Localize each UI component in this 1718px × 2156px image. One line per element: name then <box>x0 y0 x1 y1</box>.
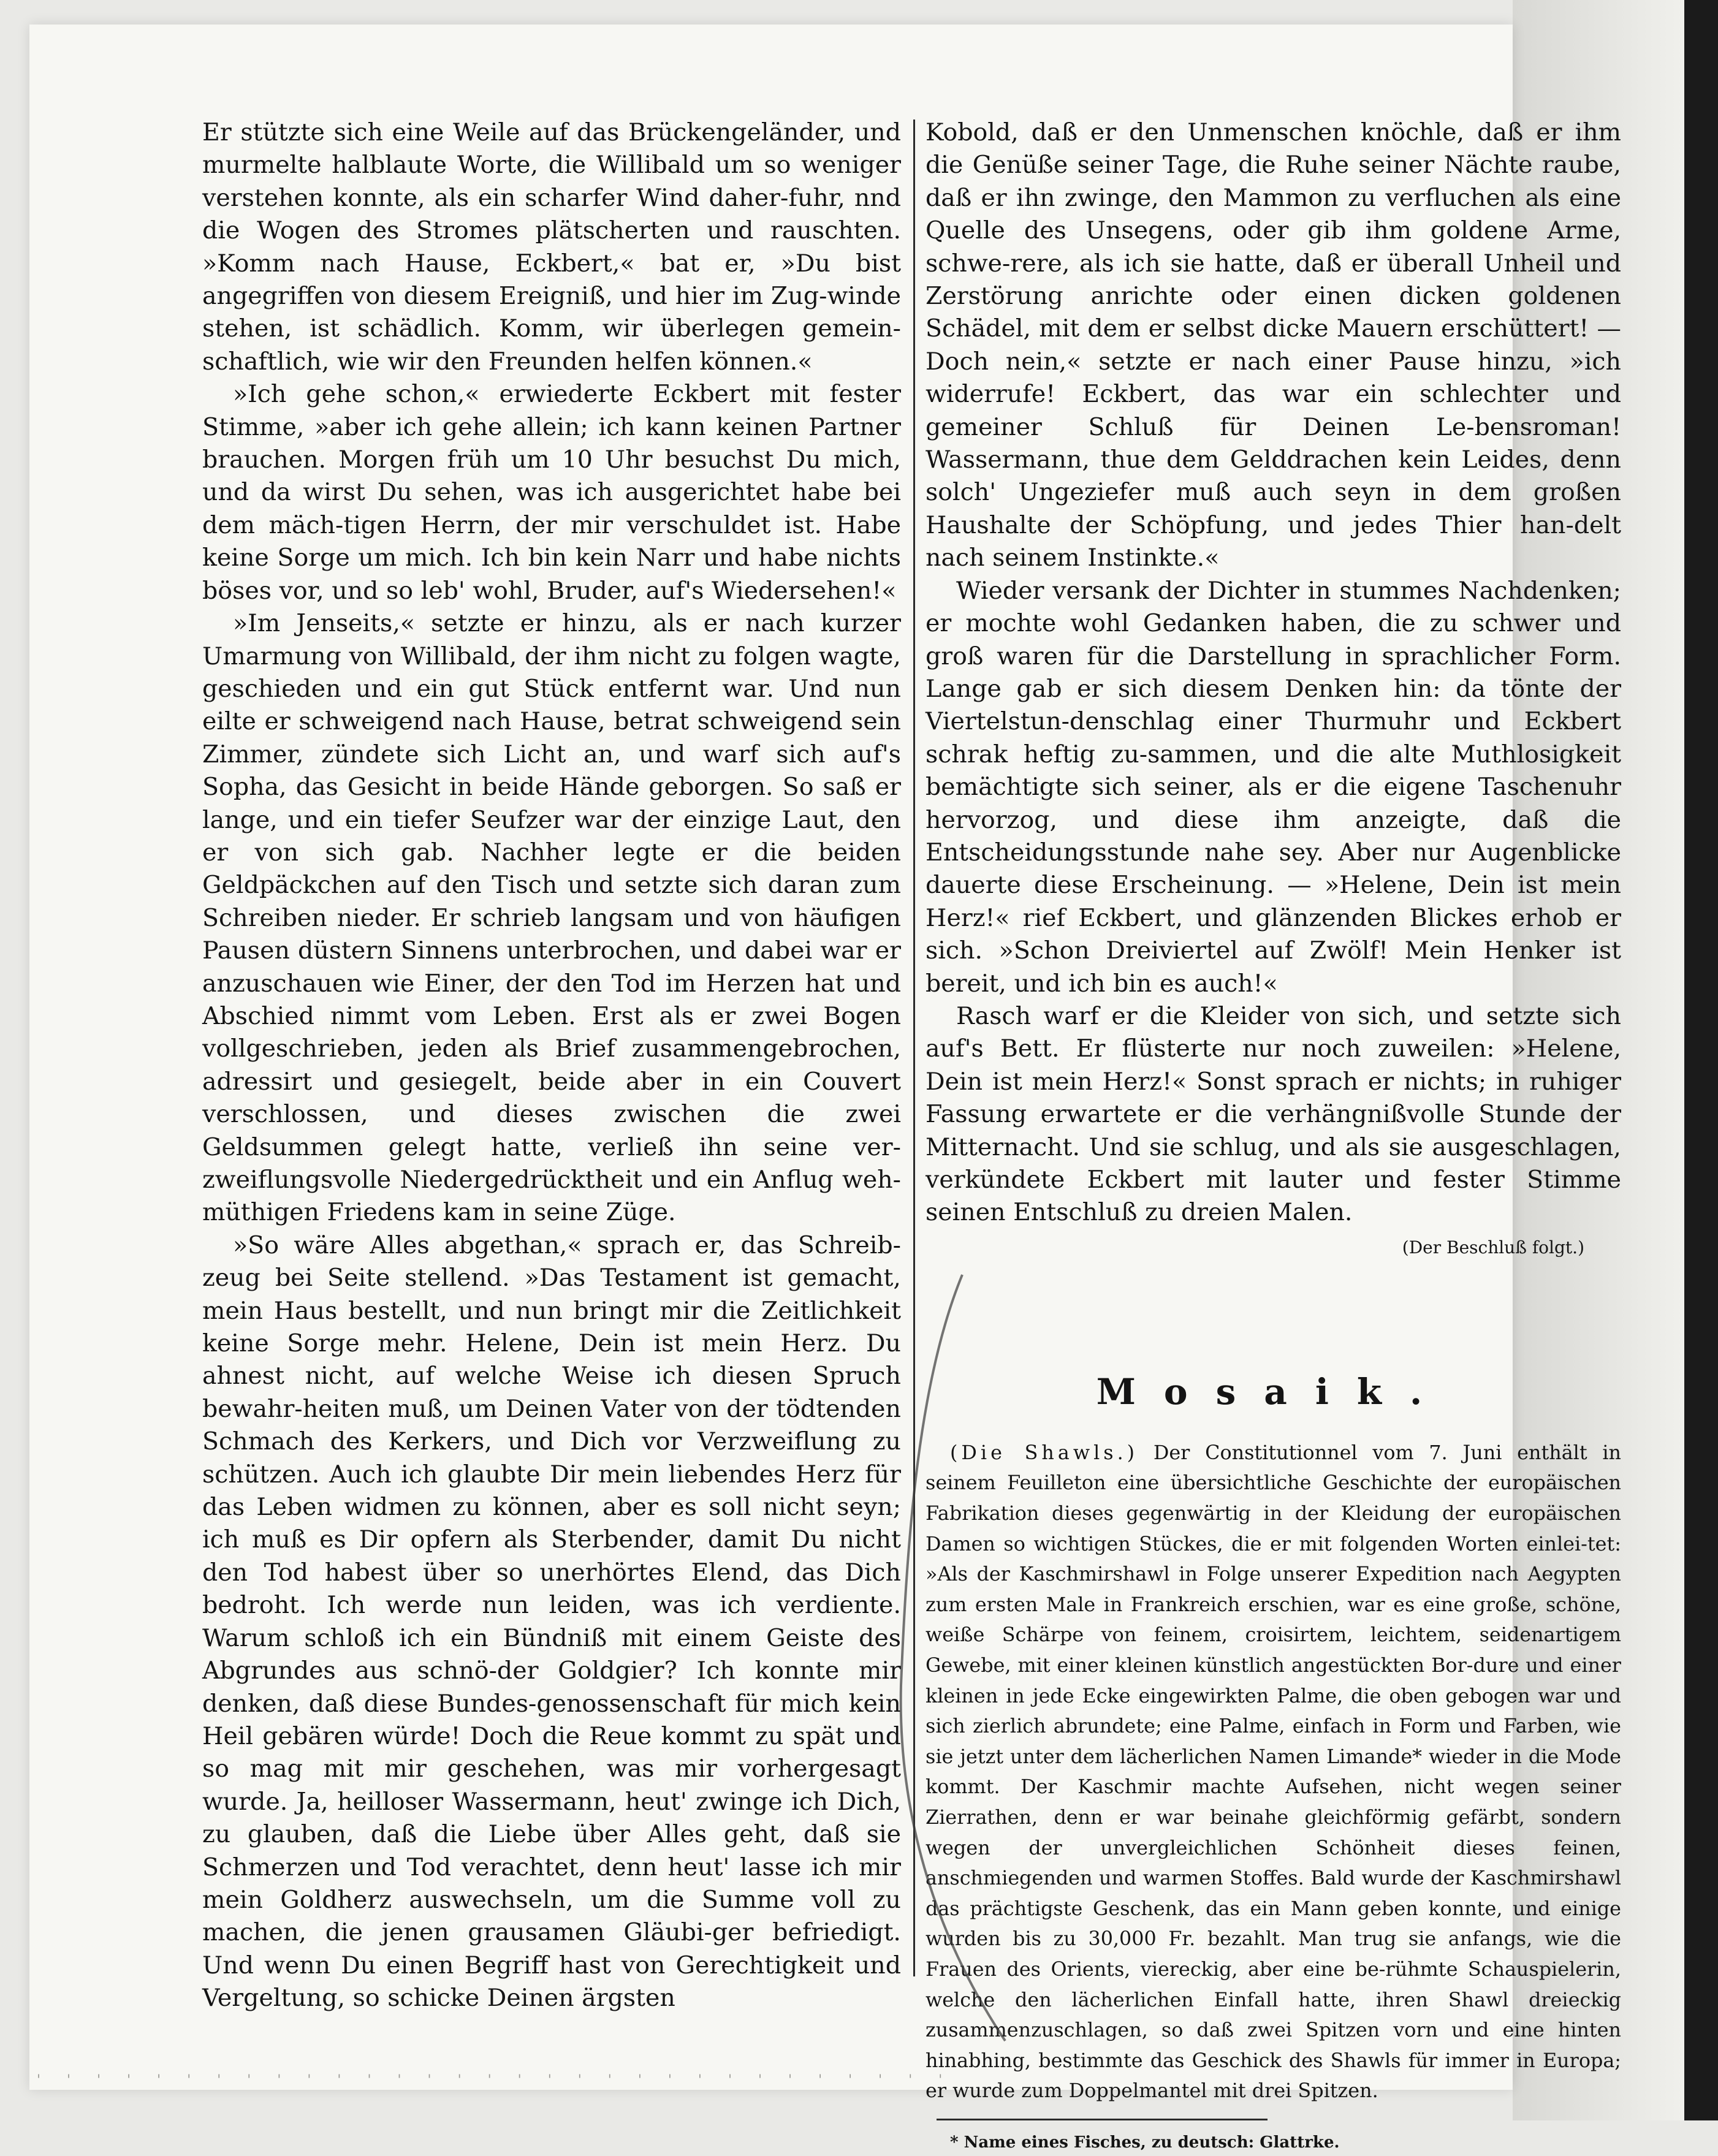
paragraph: Er stützte sich eine Weile auf das Brückengeländer, und murmelte halblaute Worte, die Willibald um so weniger verstehen konnte, als ein scharfer Wind daher-fuhr, nnd die Wogen des Stromes plätscherten und rauschten. »Komm nach Hause, Eckbert,« bat er, »Du bist angegriffen von diesem Ereigniß, und hier im Zug-winde stehen, ist schädlich. Komm, wir überlegen gemein-schaftlich, wie wir den Freunden helfen können.« <box>202 118 901 376</box>
continued-note: (Der Beschluß folgt.) <box>1402 1237 1584 1258</box>
mosaic-paragraph <box>926 1438 1621 2106</box>
section-title: Mosaik. <box>1096 1370 1451 1413</box>
paragraph: »Ich gehe schon,« erwiederte Eckbert mit fester Stimme, »aber ich gehe allein; ich kann keinen Partner brauchen. Morgen früh um 10 Uhr besuchst Du mich, und da wirst Du sehen, was ich ausgerichtet habe bei dem mäch-tigen Herrn, der mir verschuldet ist. Habe keine Sorge um mich. Ich bin kein Narr und habe nichts böses vor, und so leb' wohl, Bruder, auf's Wiedersehen!« <box>202 380 901 605</box>
left-column <box>202 116 901 2015</box>
paragraph: »So wäre Alles abgethan,« sprach er, das Schreib-zeug bei Seite stellend. »Das Testament ist gemacht, mein Haus bestellt, und nun bringt mir die Zeitlichkeit keine Sorge mehr. Helene, Dein ist mein Herz. Du ahnest nicht, auf welche Weise ich diesen Spruch bewahr-heiten muß, um Deinen Vater von der tödtenden Schmach des Kerkers, und Dich vor Verzweiflung zu schützen. Auch ich glaubte Dir mein liebendes Herz für das Leben widmen zu können, aber es soll nicht seyn; ich muß es Dir opfern als Sterbender, damit Du nicht den Tod habest über so unerhörtes Elend, das Dich bedroht. Ich werde nun leiden, was ich verdiente. Warum schloß ich ein Bündniß mit einem Geiste des Abgrundes aus schnö-der Goldgier? Ich konnte mir denken, daß diese Bundes-genossenschaft für mich kein Heil gebären würde! Doch die Reue kommt zu spät und so mag mit mir geschehen, was mir vorhergesagt wurde. Ja, heilloser Wassermann, heut' zwinge ich Dich, zu glauben, daß die Liebe über Alles geht, daß sie Schmerzen und Tod verachtet, denn heut' lasse ich mir mein Goldherz auswechseln, um die Summe voll zu machen, die jenen grausamen Gläubi-ger befriedigt. Und wenn Du einen Begriff hast von Gerechtigkeit und Vergeltung, so schicke Deinen ärgsten <box>202 1231 901 2013</box>
mosaic-body: Der Constitutionnel vom 7. Juni enthält in seinem Feuilleton eine übersichtliche Geschichte der europäischen Fabrikation dieses gegenwärtig in der Kleidung der europäischen Damen so wichtigen Stückes, die er mit folgenden Worten einlei-tet: »Als der Kaschmirshawl in Folge unserer Expedition nach Aegypten zum ersten Male in Frankreich erschien, war es eine große, schöne, weiße Schärpe von feinem, croisirtem, leichtem, seidenartigem Gewebe, mit einer kleinen künstlich angestückten Bor-dure und einer kleinen in jede Ecke eingewirkten Palme, die oben gebogen war und sich zierlich abrundete; eine Palme, einfach in Form und Farben, wie sie jetzt unter dem lächerlichen Namen Limande* wieder in die Mode kommt. Der Kaschmir machte Aufsehen, nicht wegen seiner Zierrathen, denn er war beinahe gleichförmig gefärbt, sondern wegen der unvergleichlichen Schönheit dieses feinen, anschmiegenden und warmen Stoffes. Bald wurde der Kaschmirshawl das prächtigste Geschenk, das ein Mann geben konnte, und einige wurden bis zu 30,000 Fr. bezahlt. Man trug sie anfangs, wie die Frauen des Orients, viereckig, aber eine be-rühmte Schauspielerin, welche den lächerlichen Einfall hatte, ihren Shawl dreieckig zusammenzuschlagen, so daß zwei Spitzen vorn und eine hinten hinabhing, bestimmte das Geschick des Shawls für immer in Europa; er wurde zum Doppelmantel mit drei Spitzen. <box>926 1441 1622 2103</box>
scan-dark-edge <box>1684 0 1718 2120</box>
mosaic-lead: (Die Shawls.) <box>950 1441 1139 1464</box>
paragraph: Kobold, daß er den Unmenschen knöchle, daß er ihm die Genüße seiner Tage, die Ruhe seiner Nächte raube, daß er ihn zwinge, den Mammon zu verfluchen als eine Quelle des Unsegens, oder gib ihm goldene Arme, schwe-rere, als ich sie hatte, daß er überall Unheil und Zerstörung anrichte oder einen dicken goldenen Schädel, mit dem er selbst dicke Mauern erschüttert! — Doch nein,« setzte er nach einer Pause hinzu, »ich widerrufe! Eckbert, das war ein schlechter und gemeiner Schluß für Deinen Le-bensroman! Wassermann, thue dem Gelddrachen kein Leides, denn solch' Ungeziefer muß auch seyn in dem großen Haushalte der Schöpfung, und jedes Thier han-delt nach seinem Instinkte.« <box>926 118 1621 572</box>
paragraph: »Im Jenseits,« setzte er hinzu, als er nach kurzer Umarmung von Willibald, der ihm nicht zu folgen wagte, geschieden und ein gut Stück entfernt war. Und nun eilte er schweigend nach Hause, betrat schweigend sein Zimmer, zündete sich Licht an, und warf sich auf's Sopha, das Gesicht in beide Hände geborgen. So saß er lange, und ein tiefer Seufzer war der einzige Laut, den er von sich gab. Nachher legte er die beiden Geldpäckchen auf den Tisch und setzte sich daran zum Schreiben nieder. Er schrieb langsam und von häufigen Pausen düstern Sinnens unterbrochen, und dabei war er anzuschauen wie Einer, der den Tod im Herzen hat und Abschied nimmt vom Leben. Erst als er zwei Bogen vollgeschrieben, jeden als Brief zusammengebrochen, adressirt und gesiegelt, beide aber in ein Couvert verschlossen, und dieses zwischen die zwei Geldsummen gelegt hatte, verließ ihn seine ver-zweiflungsvolle Niedergedrücktheit und ein Anflug weh-müthigen Friedens kam in seine Züge. <box>202 609 901 1227</box>
column-divider <box>913 120 915 1976</box>
mosaic-article <box>926 1438 1621 2106</box>
scan-edge-marks: ' ' ' ' ' ' ' ' ' ' ' ' ' ' ' ' ' ' ' ' ' ' ' ' ' ' ' ' ' ' ' <box>37 2073 954 2088</box>
paragraph: Rasch warf er die Kleider von sich, und setzte sich auf's Bett. Er flüsterte nur noch zuweilen: »Helene, Dein ist mein Herz!« Sonst sprach er nichts; in ruhiger Fassung erwartete er die verhängnißvolle Stunde der Mitternacht. Und sie schlug, und als sie ausgeschlagen, verkündete Eckbert mit lauter und fester Stimme seinen Entschluß zu dreien Malen. <box>926 1001 1621 1227</box>
right-column <box>926 116 1621 2156</box>
footnote-rule <box>937 2119 1268 2120</box>
footnote: * Name eines Fisches, zu deutsch: Glattrke. <box>950 2133 1340 2152</box>
paragraph: Wieder versank der Dichter in stummes Nachdenken; er mochte wohl Gedanken haben, die zu schwer und groß waren für die Darstellung in sprachlicher Form. Lange gab er sich diesem Denken hin: da tönte der Viertelstun-denschlag einer Thurmuhr und Eckbert schrak heftig zu-sammen, und die alte Muthlosigkeit bemächtigte sich seiner, als er die eigene Taschenuhr hervorzog, und diese ihm anzeigte, daß die Entscheidungsstunde nahe sey. Aber nur Augenblicke dauerte diese Erscheinung. — »Helene, Dein ist mein Herz!« rief Eckbert, und glänzenden Blickes erhob er sich. »Schon Dreiviertel auf Zwölf! Mein Henker ist bereit, und ich bin es auch!« <box>926 576 1621 998</box>
